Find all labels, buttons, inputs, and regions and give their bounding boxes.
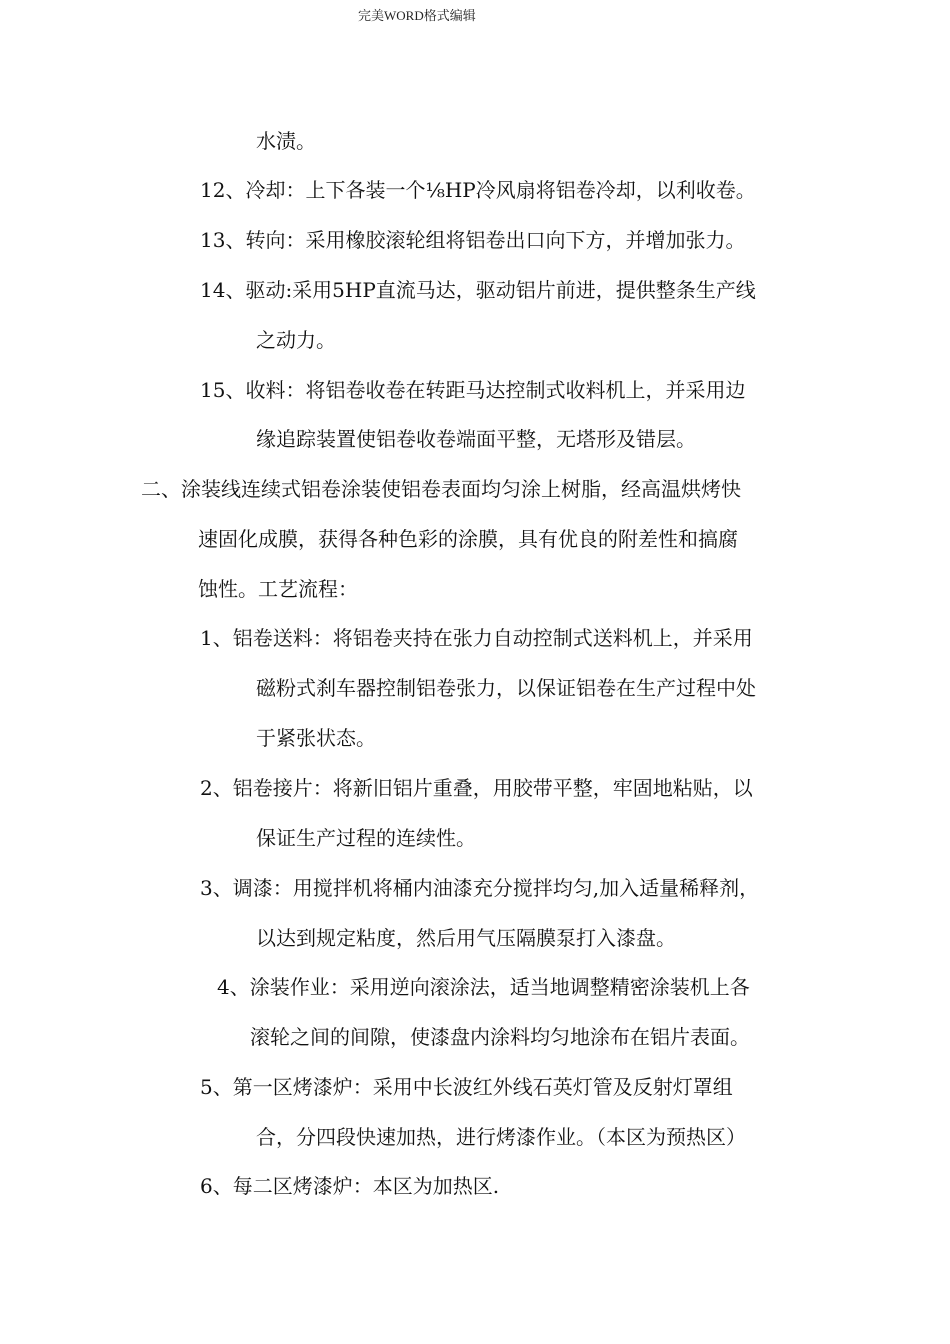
text-line: 14、驱动:采用5HP直流马达，驱动铝片前进，提供整条生产线 <box>200 278 756 302</box>
text-line: 缘追踪装置使铝卷收卷端面平整，无塔形及错层。 <box>256 427 696 451</box>
text-line: 12、冷却：上下各装一个⅛HP冷风扇将铝卷冷却，以利收卷。 <box>200 178 756 202</box>
text-line: 二、涂装线连续式铝卷涂装使铝卷表面均匀涂上树脂，经高温烘烤快 <box>141 477 741 501</box>
text-line: 保证生产过程的连续性。 <box>256 826 476 850</box>
text-line: 1、铝卷送料：将铝卷夹持在张力自动控制式送料机上，并采用 <box>200 626 753 650</box>
text-line: 滚轮之间的间隙，使漆盘内涂料均匀地涂布在铝片表面。 <box>250 1025 750 1049</box>
text-line: 合，分四段快速加热，进行烤漆作业。（本区为预热区） <box>256 1125 746 1149</box>
text-line: 5、第一区烤漆炉：采用中长波红外线石英灯管及反射灯罩组 <box>200 1075 733 1099</box>
text-line: 于紧张状态。 <box>256 726 376 750</box>
text-line: 速固化成膜，获得各种色彩的涂膜，具有优良的附差性和搞腐 <box>198 527 738 551</box>
text-line: 水渍。 <box>256 129 316 153</box>
text-line: 之动力。 <box>256 328 336 352</box>
text-line: 6、每二区烤漆炉：本区为加热区. <box>200 1174 500 1198</box>
text-line: 以达到规定粘度，然后用气压隔膜泵打入漆盘。 <box>256 926 676 950</box>
text-line: 蚀性。工艺流程： <box>198 577 358 601</box>
page-header: 完美WORD格式编辑 <box>358 8 476 23</box>
text-line: 13、转向：采用橡胶滚轮组将铝卷出口向下方，并增加张力。 <box>200 228 746 252</box>
text-line: 4、涂装作业：采用逆向滚涂法，适当地调整精密涂装机上各 <box>217 975 750 999</box>
text-line: 3、调漆：用搅拌机将桶内油漆充分搅拌均匀,加入适量稀释剂， <box>200 876 760 900</box>
text-line: 15、收料：将铝卷收卷在转距马达控制式收料机上，并采用边 <box>200 378 746 402</box>
text-line: 2、铝卷接片：将新旧铝片重叠，用胶带平整，牢固地粘贴，以 <box>200 776 753 800</box>
text-line: 磁粉式刹车器控制铝卷张力，以保证铝卷在生产过程中处 <box>256 676 756 700</box>
